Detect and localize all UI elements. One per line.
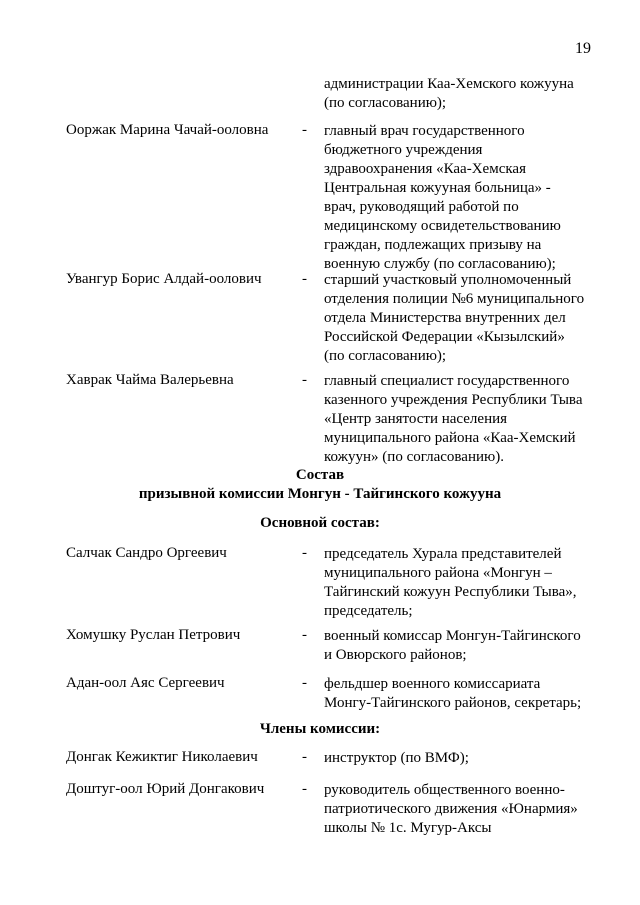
person-name: Увангур Борис Алдай-оолович (66, 271, 262, 287)
section-title: Состав призывной комиссии Монгун - Тайгинского кожууна (138, 467, 502, 502)
entry-description: военный комиссар Монгун-Тайгинского и Овюрского районов; (324, 628, 581, 663)
person-name: Хаврак Чайма Валерьевна (66, 372, 234, 388)
entry-description: главный врач государственного бюджетного учреждения здравоохранения «Каа-Хемская Центральная кожууная больница» - врач, руководящий работой по медицинскому освидетельствованию граждан, подлежащих призыву на военную службу (по согласованию); (324, 123, 561, 272)
dash-separator: - (302, 271, 307, 287)
person-name: Адан-оол Аяс Сергеевич (66, 675, 225, 691)
entry-description: руководитель общественного военно- патриотического движения «Юнармия» школы № 1с. Мугур-Аксы (324, 782, 578, 836)
dash-separator: - (302, 545, 307, 561)
person-name: Салчак Сандро Оргеевич (66, 545, 227, 561)
dash-separator: - (302, 749, 307, 765)
dash-separator: - (302, 781, 307, 797)
entry-description: главный специалист государственного казенного учреждения Республики Тыва «Центр занятости населения муниципального района «Каа-Хемский кожуун» (по согласованию). (324, 373, 583, 465)
dash-separator: - (302, 372, 307, 388)
person-name: Донгак Кежиктиг Николаевич (66, 749, 258, 765)
person-name: Доштуг-оол Юрий Донгакович (66, 781, 265, 797)
entry-description: старший участковый уполномоченный отделения полиции №6 муниципального отдела Министерства внутренних дел Российской Федерации «Кызылский» (по согласованию); (324, 272, 585, 364)
dash-separator: - (302, 675, 307, 691)
entry-description: фельдшер военного комиссариата Монгу-Тайгинского районов, секретарь; (324, 676, 582, 711)
subsection-heading-main: Основной состав: (260, 515, 380, 531)
person-name: Ооржак Марина Чачай-ооловна (66, 122, 269, 138)
entry-description: инструктор (по ВМФ); (324, 750, 469, 766)
dash-separator: - (302, 627, 307, 643)
person-name: Хомушку Руслан Петрович (66, 627, 241, 643)
entry-description: администрации Каа-Хемского кожууна (по согласованию); (324, 76, 574, 111)
dash-separator: - (302, 122, 307, 138)
page-number: 19 (575, 40, 591, 57)
subsection-heading-members: Члены комиссии: (259, 721, 381, 737)
entry-description: председатель Хурала представителей муниципального района «Монгун – Тайгинский кожуун Республики Тыва», председатель; (324, 546, 577, 619)
